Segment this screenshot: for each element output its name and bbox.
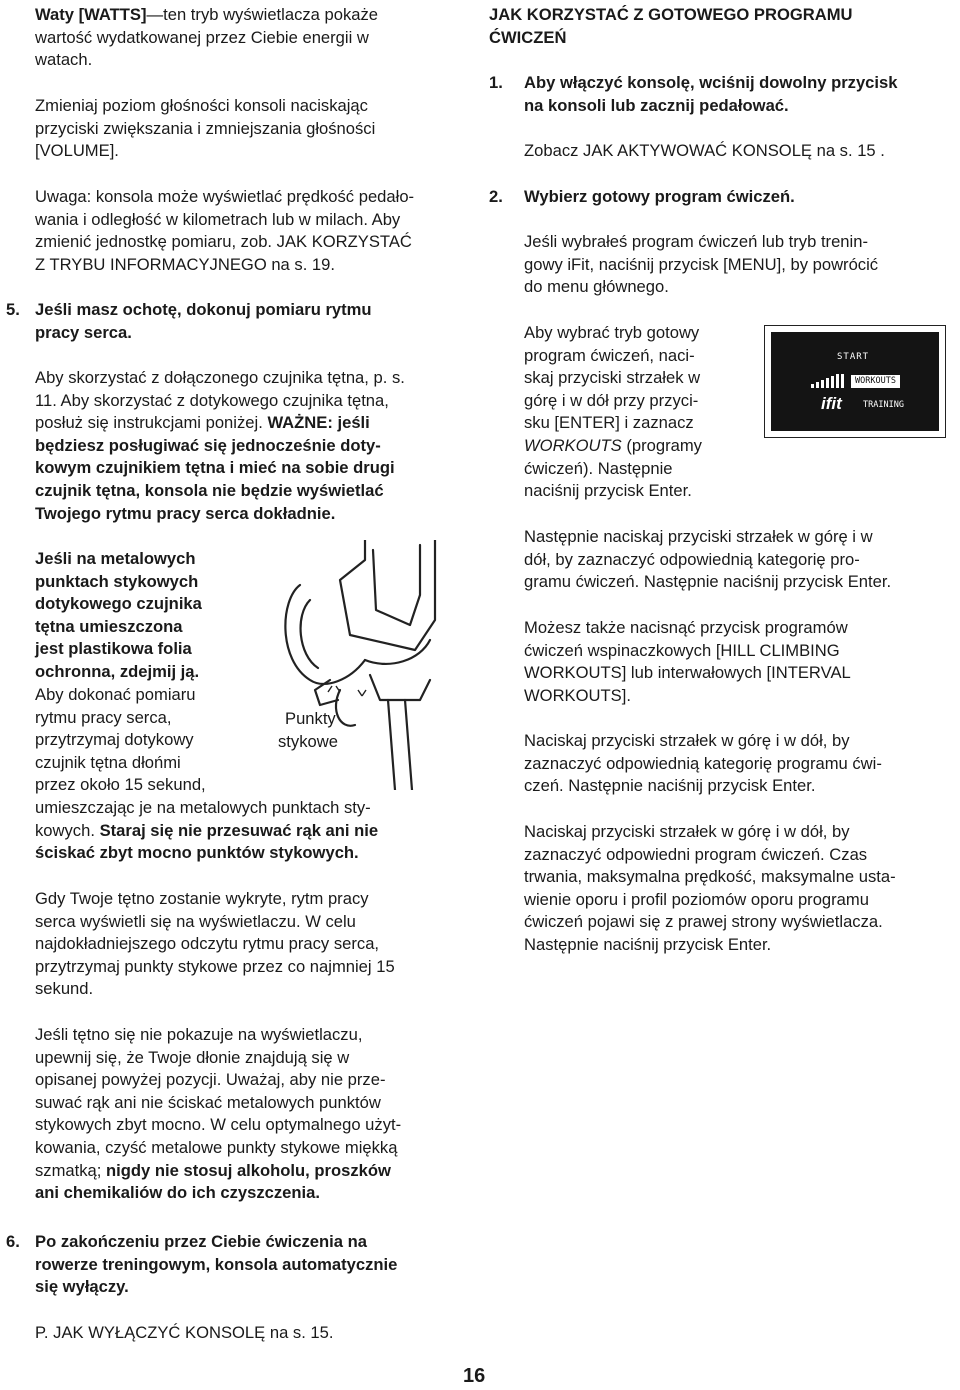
select-line: naciśnij przycisk Enter. bbox=[524, 481, 692, 501]
arrows-line: czeń. Następnie naciśnij przycisk Enter. bbox=[524, 776, 816, 796]
buttons-line: WORKOUTS] lub interwałowych [INTERVAL bbox=[524, 663, 851, 683]
step1-line: Aby włączyć konsolę, wciśnij dowolny przycisk bbox=[524, 73, 898, 92]
step5-warning-line: czujnik tętna, konsola nie będzie wyświetlać bbox=[35, 480, 384, 500]
units-note-line: Uwaga: konsola może wyświetlać prędkość pedało- bbox=[35, 187, 415, 206]
detected-line: serca wyświetli się na wyświetlaczu. W celu bbox=[35, 911, 356, 931]
section-heading-line: ĆWICZEŃ bbox=[489, 27, 567, 47]
buttons-line: ćwiczeń wspinaczkowych [HILL CLIMBING bbox=[524, 640, 840, 660]
detected-line: najdokładniejszego odczytu rytmu pracy serca, bbox=[35, 934, 380, 954]
troubleshoot-line: Jeśli tętno się nie pokazuje na wyświetlaczu, bbox=[35, 1025, 363, 1044]
step6-reference: P. JAK WYŁĄCZYĆ KONSOLĘ na s. 15. bbox=[35, 1323, 334, 1342]
step5-intro-paragraph bbox=[35, 367, 405, 525]
step5-title bbox=[35, 299, 372, 344]
step5-intro-line: posłuż się instrukcjami poniżej. bbox=[35, 413, 263, 433]
workouts-term: WORKOUTS bbox=[524, 435, 622, 455]
ifit-paragraph bbox=[524, 231, 878, 299]
step6-line: Po zakończeniu przez Ciebie ćwiczenia na bbox=[35, 1232, 367, 1251]
foil-line: Jeśli na metalowych bbox=[35, 549, 196, 568]
step6-line: rowerze treningowym, konsola automatycznie bbox=[35, 1254, 398, 1274]
ifit-logo: ifit bbox=[821, 394, 842, 413]
arrows-line: zaznaczyć odpowiednią kategorię programu ćwi- bbox=[524, 753, 882, 773]
step5-intro-line: 11. Aby skorzystać z dotykowego czujnika tętna, bbox=[35, 390, 389, 410]
troubleshoot-paragraph bbox=[35, 1024, 401, 1205]
watts-line: wartość wydatkowanej przez Ciebie energii w bbox=[35, 27, 369, 47]
page-number: 16 bbox=[463, 1365, 486, 1387]
step2-number: 2. bbox=[489, 187, 503, 206]
select-line: skaj przyciski strzałek w bbox=[524, 368, 701, 388]
ifit-line: do menu głównego. bbox=[524, 277, 669, 297]
signal-bars-icon bbox=[811, 374, 849, 388]
step5-warning-line: będziesz posługiwać się jednocześnie doty- bbox=[35, 435, 381, 455]
program-line: trwania, maksymalna prędkość, maksymalne usta- bbox=[524, 867, 896, 887]
buttons-line: Możesz także nacisnąć przycisk programów bbox=[524, 618, 848, 637]
program-line: Następnie naciśnij przycisk Enter. bbox=[524, 934, 772, 954]
program-line: ćwiczeń pojawi się z prawej strony wyświetlacza. bbox=[524, 912, 883, 932]
hold-line: przytrzymaj dotykowy bbox=[35, 730, 194, 750]
category-line: Następnie naciskaj przyciski strzałek w górę i w bbox=[524, 527, 873, 546]
hold-line: umieszczając je na metalowych punktach sty- bbox=[35, 797, 371, 817]
hold-line: czujnik tętna dłońmi bbox=[35, 752, 181, 772]
step5-warning-line: kowym czujnikiem tętna i mieć na sobie drugi bbox=[35, 458, 395, 478]
hold-warning: ściskać zbyt mocno punktów stykowych. bbox=[35, 843, 359, 863]
step1-paragraph bbox=[524, 72, 897, 117]
troubleshoot-line: stykowych zbyt mocno. W celu optymalnego użyt- bbox=[35, 1115, 402, 1135]
display-training-label: TRAINING bbox=[863, 400, 904, 410]
step5-title-line: pracy serca. bbox=[35, 322, 132, 342]
section-heading-line: JAK KORZYSTAĆ Z GOTOWEGO PROGRAMU bbox=[489, 5, 853, 24]
watts-line: watach. bbox=[35, 50, 93, 70]
troubleshoot-line: upewnij się, że Twoje dłonie znajdują się w bbox=[35, 1047, 350, 1067]
hold-line: rytmu pracy serca, bbox=[35, 707, 172, 727]
volume-line: Zmieniaj poziom głośności konsoli naciskając bbox=[35, 96, 368, 115]
program-line: Naciskaj przyciski strzałek w górę i w dół, by bbox=[524, 822, 850, 841]
troubleshoot-warning: ani chemikaliów do ich czyszczenia. bbox=[35, 1183, 320, 1203]
select-line: ćwiczeń). Następnie bbox=[524, 458, 673, 478]
step6-number: 6. bbox=[6, 1232, 20, 1251]
step1-number: 1. bbox=[489, 73, 503, 92]
units-note-paragraph bbox=[35, 186, 414, 276]
display-workouts-highlight: WORKOUTS bbox=[851, 375, 900, 388]
program-paragraph bbox=[524, 821, 896, 957]
units-note-line: zmienić jednostkę pomiaru, zob. JAK KORZYSTAĆ bbox=[35, 232, 412, 252]
arrows-paragraph bbox=[524, 730, 882, 798]
detected-paragraph bbox=[35, 888, 395, 1001]
troubleshoot-warning: nigdy nie stosuj alkoholu, proszków bbox=[106, 1160, 391, 1180]
volume-paragraph bbox=[35, 95, 375, 163]
hold-warning: Staraj się nie przesuwać rąk ani nie bbox=[99, 820, 379, 840]
figure-label-contact-points-2: stykowe bbox=[278, 732, 338, 751]
select-line: (programy bbox=[621, 435, 702, 455]
hold-line: przez około 15 sekund, bbox=[35, 775, 206, 795]
buttons-paragraph bbox=[524, 617, 851, 707]
watts-term: Waty [WATTS] bbox=[35, 5, 147, 24]
units-note-line: Z TRYBU INFORMACYJNEGO na s. 19. bbox=[35, 254, 335, 274]
arrows-line: Naciskaj przyciski strzałek w górę i w dół, by bbox=[524, 731, 850, 750]
volume-line: przyciski zwiększania i zmniejszania głośności bbox=[35, 118, 376, 138]
figure-label-contact-points-1: Punkty bbox=[285, 709, 336, 728]
console-display bbox=[764, 325, 946, 438]
detected-line: przytrzymaj punkty stykowe przez co najmniej 15 bbox=[35, 956, 395, 976]
step5-intro-line: Aby skorzystać z dołączonego czujnika tętna, p. s. bbox=[35, 368, 405, 387]
hold-line: kowych. bbox=[35, 820, 95, 840]
detected-line: Gdy Twoje tętno zostanie wykryte, rytm pracy bbox=[35, 889, 369, 908]
foil-line: jest plastikowa folia bbox=[35, 639, 192, 659]
foil-line: dotykowego czujnika bbox=[35, 594, 202, 614]
ifit-line: gowy iFit, naciśnij przycisk [MENU], by powrócić bbox=[524, 254, 879, 274]
volume-line: [VOLUME]. bbox=[35, 141, 119, 161]
select-paragraph bbox=[524, 322, 702, 503]
units-note-line: wania i odległość w kilometrach lub w milach. Aby bbox=[35, 209, 401, 229]
contact-point-marker bbox=[328, 686, 366, 696]
troubleshoot-line: opisanej powyżej pozycji. Uważaj, aby nie prze- bbox=[35, 1070, 386, 1090]
section-heading bbox=[489, 4, 853, 49]
step1-reference: Zobacz JAK AKTYWOWAĆ KONSOLĘ na s. 15 . bbox=[524, 141, 885, 160]
troubleshoot-line: szmatką; bbox=[35, 1160, 102, 1180]
step1-line: na konsoli lub zacznij pedałować. bbox=[524, 95, 789, 115]
troubleshoot-line: suwać rąk ani nie ściskać metalowych punktów bbox=[35, 1092, 381, 1112]
watts-paragraph bbox=[35, 4, 455, 72]
category-paragraph bbox=[524, 526, 891, 594]
ifit-line: Jeśli wybrałeś program ćwiczeń lub tryb trenin- bbox=[524, 232, 868, 251]
display-start-label: START bbox=[837, 352, 870, 362]
step5-number: 5. bbox=[6, 300, 20, 319]
select-line: Aby wybrać tryb gotowy bbox=[524, 323, 700, 342]
step5-warning-line: Twojego rytmu pracy serca dokładnie. bbox=[35, 503, 336, 523]
category-line: dół, by zaznaczyć odpowiednią kategorię pro- bbox=[524, 549, 860, 569]
foil-line: punktach stykowych bbox=[35, 571, 199, 591]
watts-line: —ten tryb wyświetlacza pokaże bbox=[146, 5, 379, 24]
select-line: górę i w dół przy przyci- bbox=[524, 390, 699, 410]
foil-line: tętna umieszczona bbox=[35, 616, 183, 636]
program-line: zaznaczyć odpowiedni program ćwiczeń. Czas bbox=[524, 844, 868, 864]
step6-paragraph bbox=[35, 1231, 397, 1299]
select-line: program ćwiczeń, naci- bbox=[524, 345, 695, 365]
foil-line: ochronna, zdejmij ją. bbox=[35, 661, 200, 681]
step5-warning-first: WAŻNE: jeśli bbox=[267, 413, 370, 433]
category-line: gramu ćwiczeń. Następnie naciśnij przycisk Enter. bbox=[524, 572, 892, 592]
troubleshoot-line: kowania, czyść metalowe punkty stykowe miękką bbox=[35, 1137, 398, 1157]
step5-title-line: Jeśli masz ochotę, dokonuj pomiaru rytmu bbox=[35, 300, 372, 319]
step6-line: się wyłączy. bbox=[35, 1277, 129, 1297]
hold-line: Aby dokonać pomiaru bbox=[35, 685, 196, 704]
display-screen bbox=[771, 332, 939, 431]
buttons-line: WORKOUTS]. bbox=[524, 685, 631, 705]
detected-line: sekund. bbox=[35, 979, 94, 999]
select-line: sku [ENTER] i zaznacz bbox=[524, 413, 694, 433]
step2-title: Wybierz gotowy program ćwiczeń. bbox=[524, 187, 795, 206]
program-line: wienie oporu i profil poziomów oporu programu bbox=[524, 889, 869, 909]
foil-paragraph bbox=[35, 548, 202, 684]
